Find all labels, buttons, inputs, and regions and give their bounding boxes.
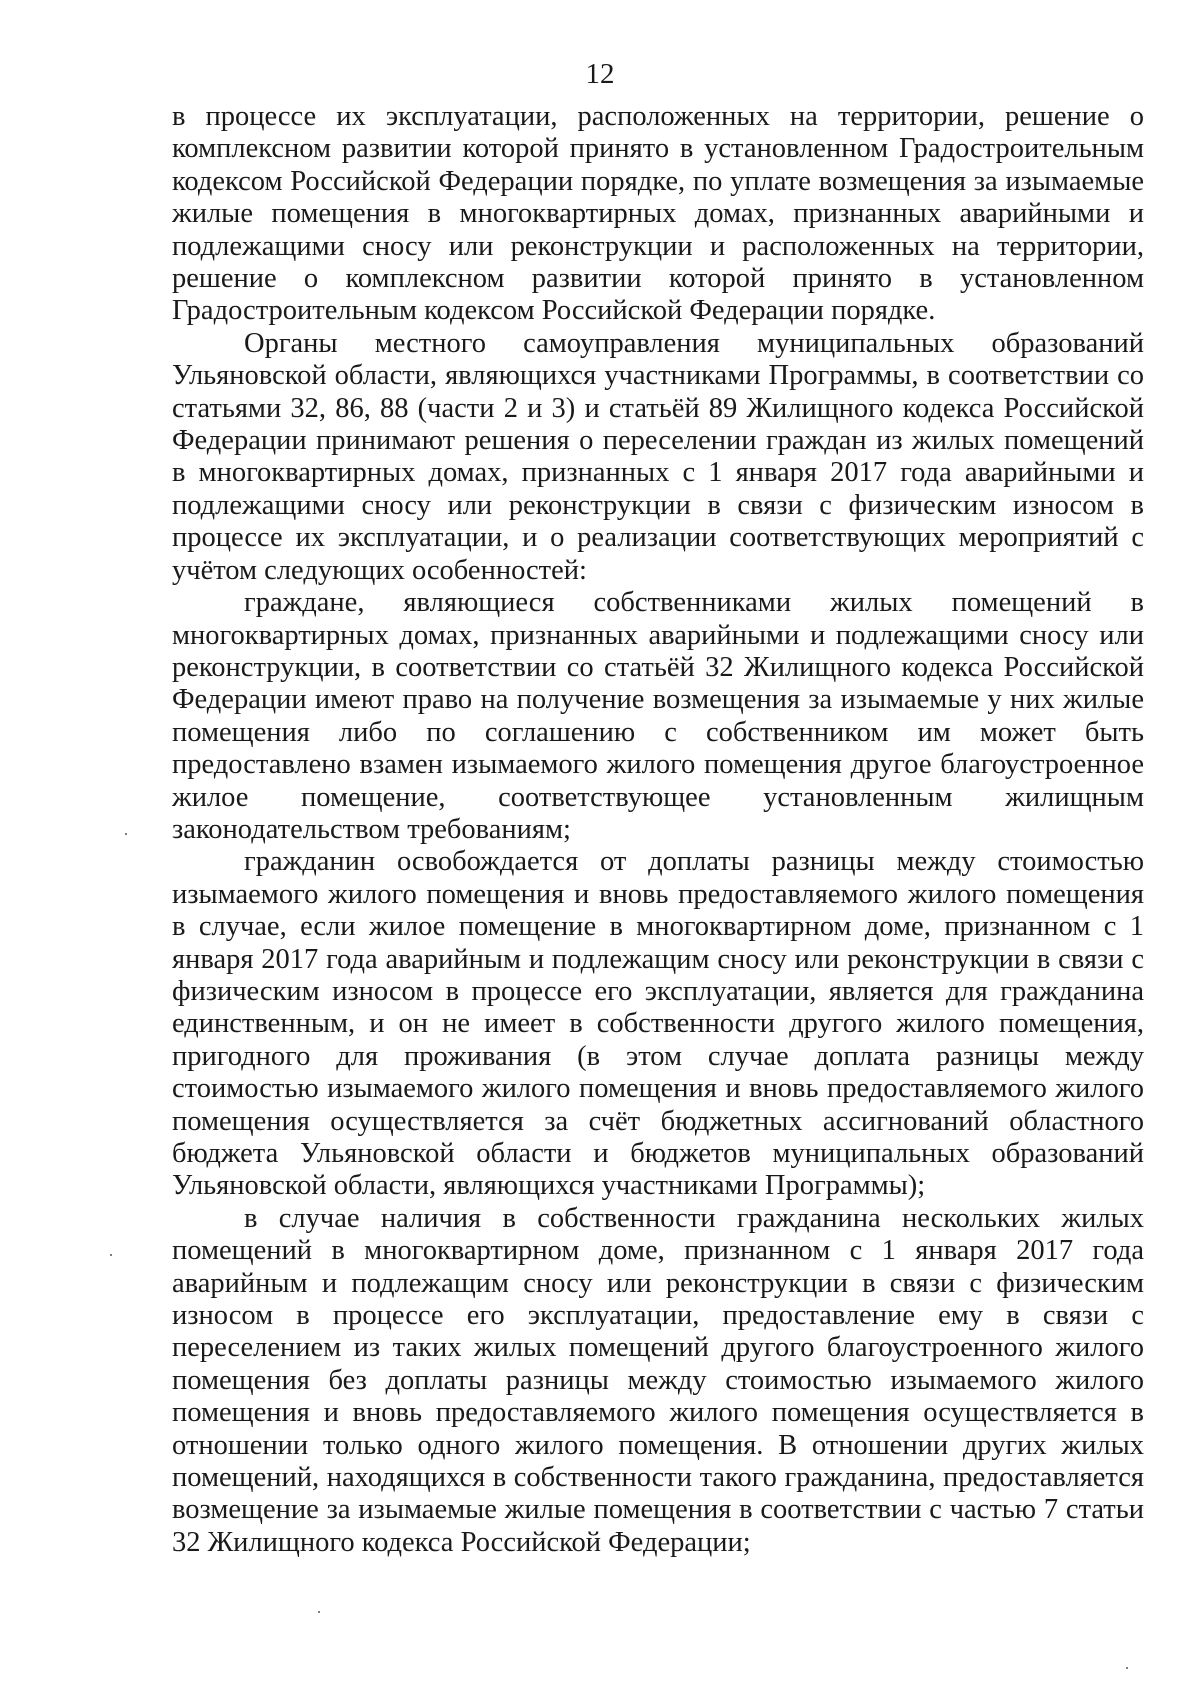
paragraph-owners-rights: граждане, являющиеся собственниками жилых помещений в многоквартирных домах, признанных аварийными и подлежащими сносу или реконструкции, в соответствии со статьёй 32 Жилищного кодекса Российской Федерации имеют право на получение возмещения за изымаемые у них жилые помещения либо по соглашению с собственником им может быть предоставлено взамен изымаемого жилого помещения другое благоустроенное жилое помещение, соответствующее установленным жилищным законодательством требованиям; [172, 587, 1144, 845]
document-body [172, 101, 1144, 1559]
paragraph-multiple-premises: в случае наличия в собственности гражданина нескольких жилых помещений в многоквартирном доме, признанном с 1 января 2017 года аварийным и подлежащим сносу или реконструкции в связи с физическим износом в процессе его эксплуатации, предоставление ему в связи с переселением из таких жилых помещений другого благоустроенного жилого помещения без доплаты разницы между стоимостью изымаемого жилого помещения и вновь предоставляемого жилого помещения осуществляется в отношении только одного жилого помещения. В отношении других жилых помещений, находящихся в собственности такого гражданина, предоставляется возмещение за изымаемые жилые помещения в соответствии с частью 7 статьи 32 Жилищного кодекса Российской Федерации; [172, 1202, 1144, 1558]
paragraph-continuation: в процессе их эксплуатации, расположенных на территории, решение о комплексном развитии которой принято в установленном Градостроительным кодексом Российской Федерации порядке, по уплате возмещения за изымаемые жилые помещения в многоквартирных домах, признанных аварийными и подлежащими сносу или реконструкции и расположенных на территории, решение о комплексном развитии которой принято в установленном Градостроительным кодексом Российской Федерации порядке. [172, 101, 1144, 327]
scan-speck [318, 1611, 320, 1613]
scan-speck [1126, 1667, 1128, 1669]
scan-speck [110, 1254, 112, 1256]
scan-speck [125, 833, 127, 835]
paragraph-local-authorities: Органы местного самоуправления муниципальных образований Ульяновской области, являющихся участниками Программы, в соответствии со статьями 32, 86, 88 (части 2 и 3) и статьёй 89 Жилищного кодекса Российской Федерации принимают решения о переселении граждан из жилых помещений в многоквартирных домах, признанных с 1 января 2017 года аварийными и подлежащими сносу или реконструкции в связи с физическим износом в процессе их эксплуатации, и о реализации соответствующих мероприятий с учётом следующих особенностей: [172, 327, 1144, 586]
paragraph-surcharge-exemption: гражданин освобождается от доплаты разницы между стоимостью изымаемого жилого помещения и вновь предоставляемого жилого помещения в случае, если жилое помещение в многоквартирном доме, признанном с 1 января 2017 года аварийным и подлежащим сносу или реконструкции в связи с физическим износом в процессе его эксплуатации, является для гражданина единственным, и он не имеет в собственности другого жилого помещения, пригодного для проживания (в этом случае доплата разницы между стоимостью изымаемого жилого помещения и вновь предоставляемого жилого помещения осуществляется за счёт бюджетных ассигнований областного бюджета Ульяновской области и бюджетов муниципальных образований Ульяновской области, являющихся участниками Программы); [172, 846, 1144, 1202]
page-number: 12 [585, 58, 615, 90]
